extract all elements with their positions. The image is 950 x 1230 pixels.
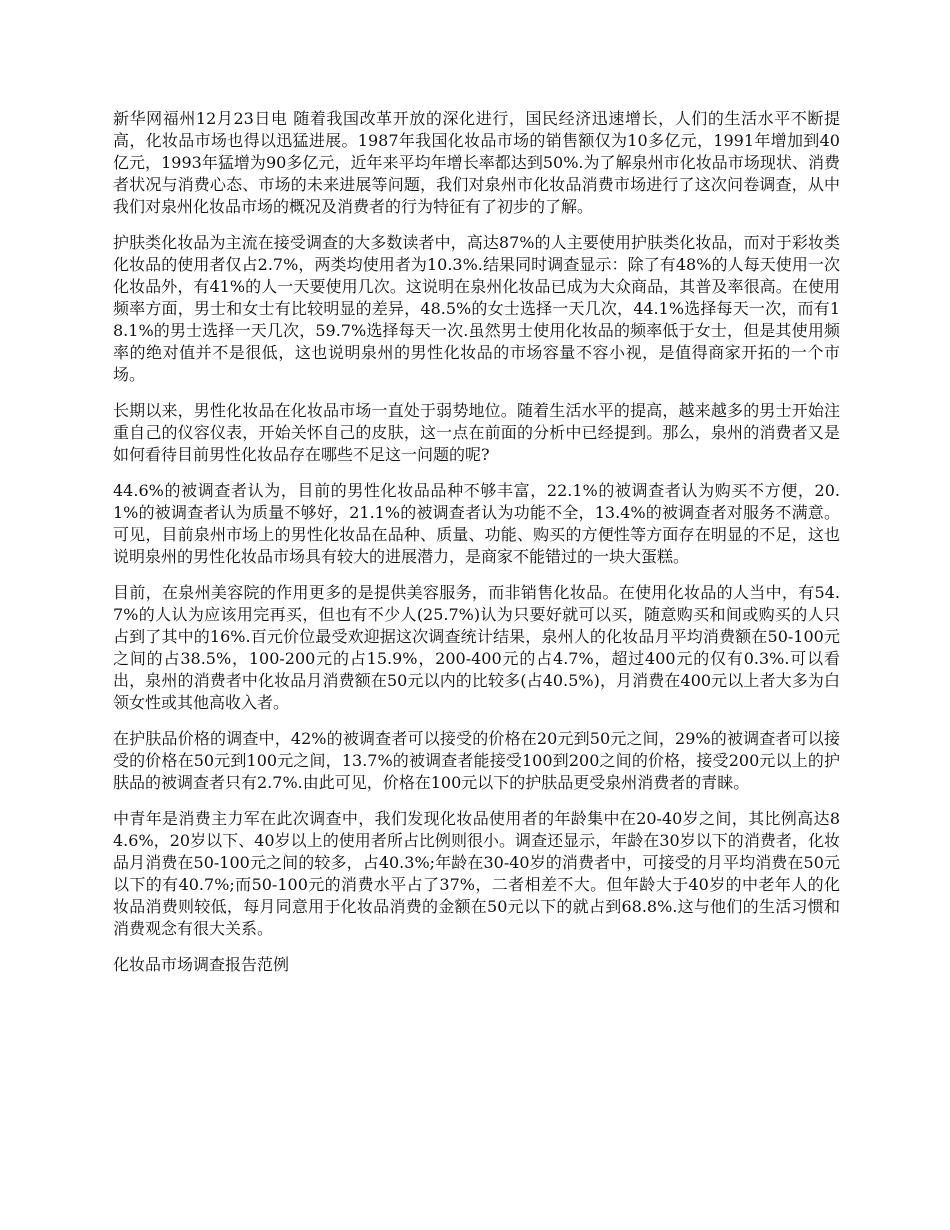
paragraph-price-survey: 在护肤品价格的调查中，42%的被调查者可以接受的价格在20元到50元之间，29%的被调查者可以接受的价格在50元到100元之间，13.7%的被调查者能接受100到200之间的价格，接受200元以上的护肤品的被调查者只有2.7%.由此可见，价格在100元以下的护肤品更受泉州消费者的青睐。: [113, 729, 840, 792]
document-body: [113, 108, 840, 990]
paragraph-intro: 新华网福州12月23日电 随着我国改革开放的深化进行，国民经济迅速增长，人们的生活水平不断提高，化妆品市场也得以迅猛进展。1987年我国化妆品市场的销售额仅为10多亿元，1991年增加到40亿元，1993年猛增为90多亿元，近年来平均年增长率都达到50%.为了解泉州市化妆品市场现状、消费者状况与消费心态、市场的未来进展等问题，我们对泉州市化妆品消费市场进行了这次问卷调查，从中我们对泉州化妆品市场的概况及消费者的行为特征有了初步的了解。: [113, 109, 840, 216]
paragraph-male-shortcomings: 44.6%的被调查者认为，目前的男性化妆品品种不够丰富，22.1%的被调查者认为购买不方便，20.1%的被调查者认为质量不够好，21.1%的被调查者认为功能不全，13.4%的被调查者对服务不满意。可见，目前泉州市场上的男性化妆品在品种、质量、功能、购买的方便性等方面存在明显的不足，这也说明泉州的男性化妆品市场具有较大的进展潜力，是商家不能错过的一块大蛋糕。: [113, 481, 840, 566]
report-title-footer: 化妆品市场调查报告范例: [113, 955, 290, 974]
paragraph-skincare-usage: 护肤类化妆品为主流在接受调查的大多数读者中，高达87%的人主要使用护肤类化妆品，而对于彩妆类化妆品的使用者仅占2.7%，两类均使用者为10.3%.结果同时调查显示：除了有48%的人每天使用一次化妆品外，有41%的人一天要使用几次。这说明在泉州化妆品已成为大众商品，其普及率很高。在使用频率方面，男士和女士有比较明显的差异，48.5%的女士选择一天几次，44.1%选择每天一次，而有18.1%的男士选择一天几次，59.7%选择每天一次.虽然男士使用化妆品的频率低于女士，但是其使用频率的绝对值并不是很低，这也说明泉州的男性化妆品的市场容量不容小视，是值得商家开拓的一个市场。: [113, 233, 840, 384]
paragraph-spending: 目前，在泉州美容院的作用更多的是提供美容服务，而非销售化妆品。在使用化妆品的人当中，有54.7%的人认为应该用完再买，但也有不少人(25.7%)认为只要好就可以买，随意购买和间或购买的人只占到了其中的16%.百元价位最受欢迎据这次调查统计结果，泉州人的化妆品月平均消费额在50-100元之间的占38.5%，100-200元的占15.9%，200-400元的占4.7%，超过400元的仅有0.3%.可以看出，泉州的消费者中化妆品月消费额在50元以内的比较多(占40.5%)，月消费在400元以上者大多为白领女性或其他高收入者。: [113, 583, 840, 712]
paragraph-male-cosmetics: 长期以来，男性化妆品在化妆品市场一直处于弱势地位。随着生活水平的提高，越来越多的男士开始注重自己的仪容仪表，开始关怀自己的皮肤，这一点在前面的分析中已经提到。那么，泉州的消费者又是如何看待目前男性化妆品存在哪些不足这一问题的呢?: [113, 401, 840, 464]
paragraph-age-groups: 中青年是消费主力军在此次调查中，我们发现化妆品使用者的年龄集中在20-40岁之间，其比例高达84.6%，20岁以下、40岁以上的使用者所占比例则很小。调查还显示，年龄在30岁以下的消费者，化妆品月消费在50-100元之间的较多，占40.3%;年龄在30-40岁的消费者中，可接受的月平均消费在50元以下的有40.7%;而50-100元的消费水平占了37%，二者相差不大。但年龄大于40岁的中老年人的化妆品消费则较低，每月同意用于化妆品消费的金额在50元以下的就占到68.8%.这与他们的生活习惯和消费观念有很大关系。: [113, 809, 840, 938]
